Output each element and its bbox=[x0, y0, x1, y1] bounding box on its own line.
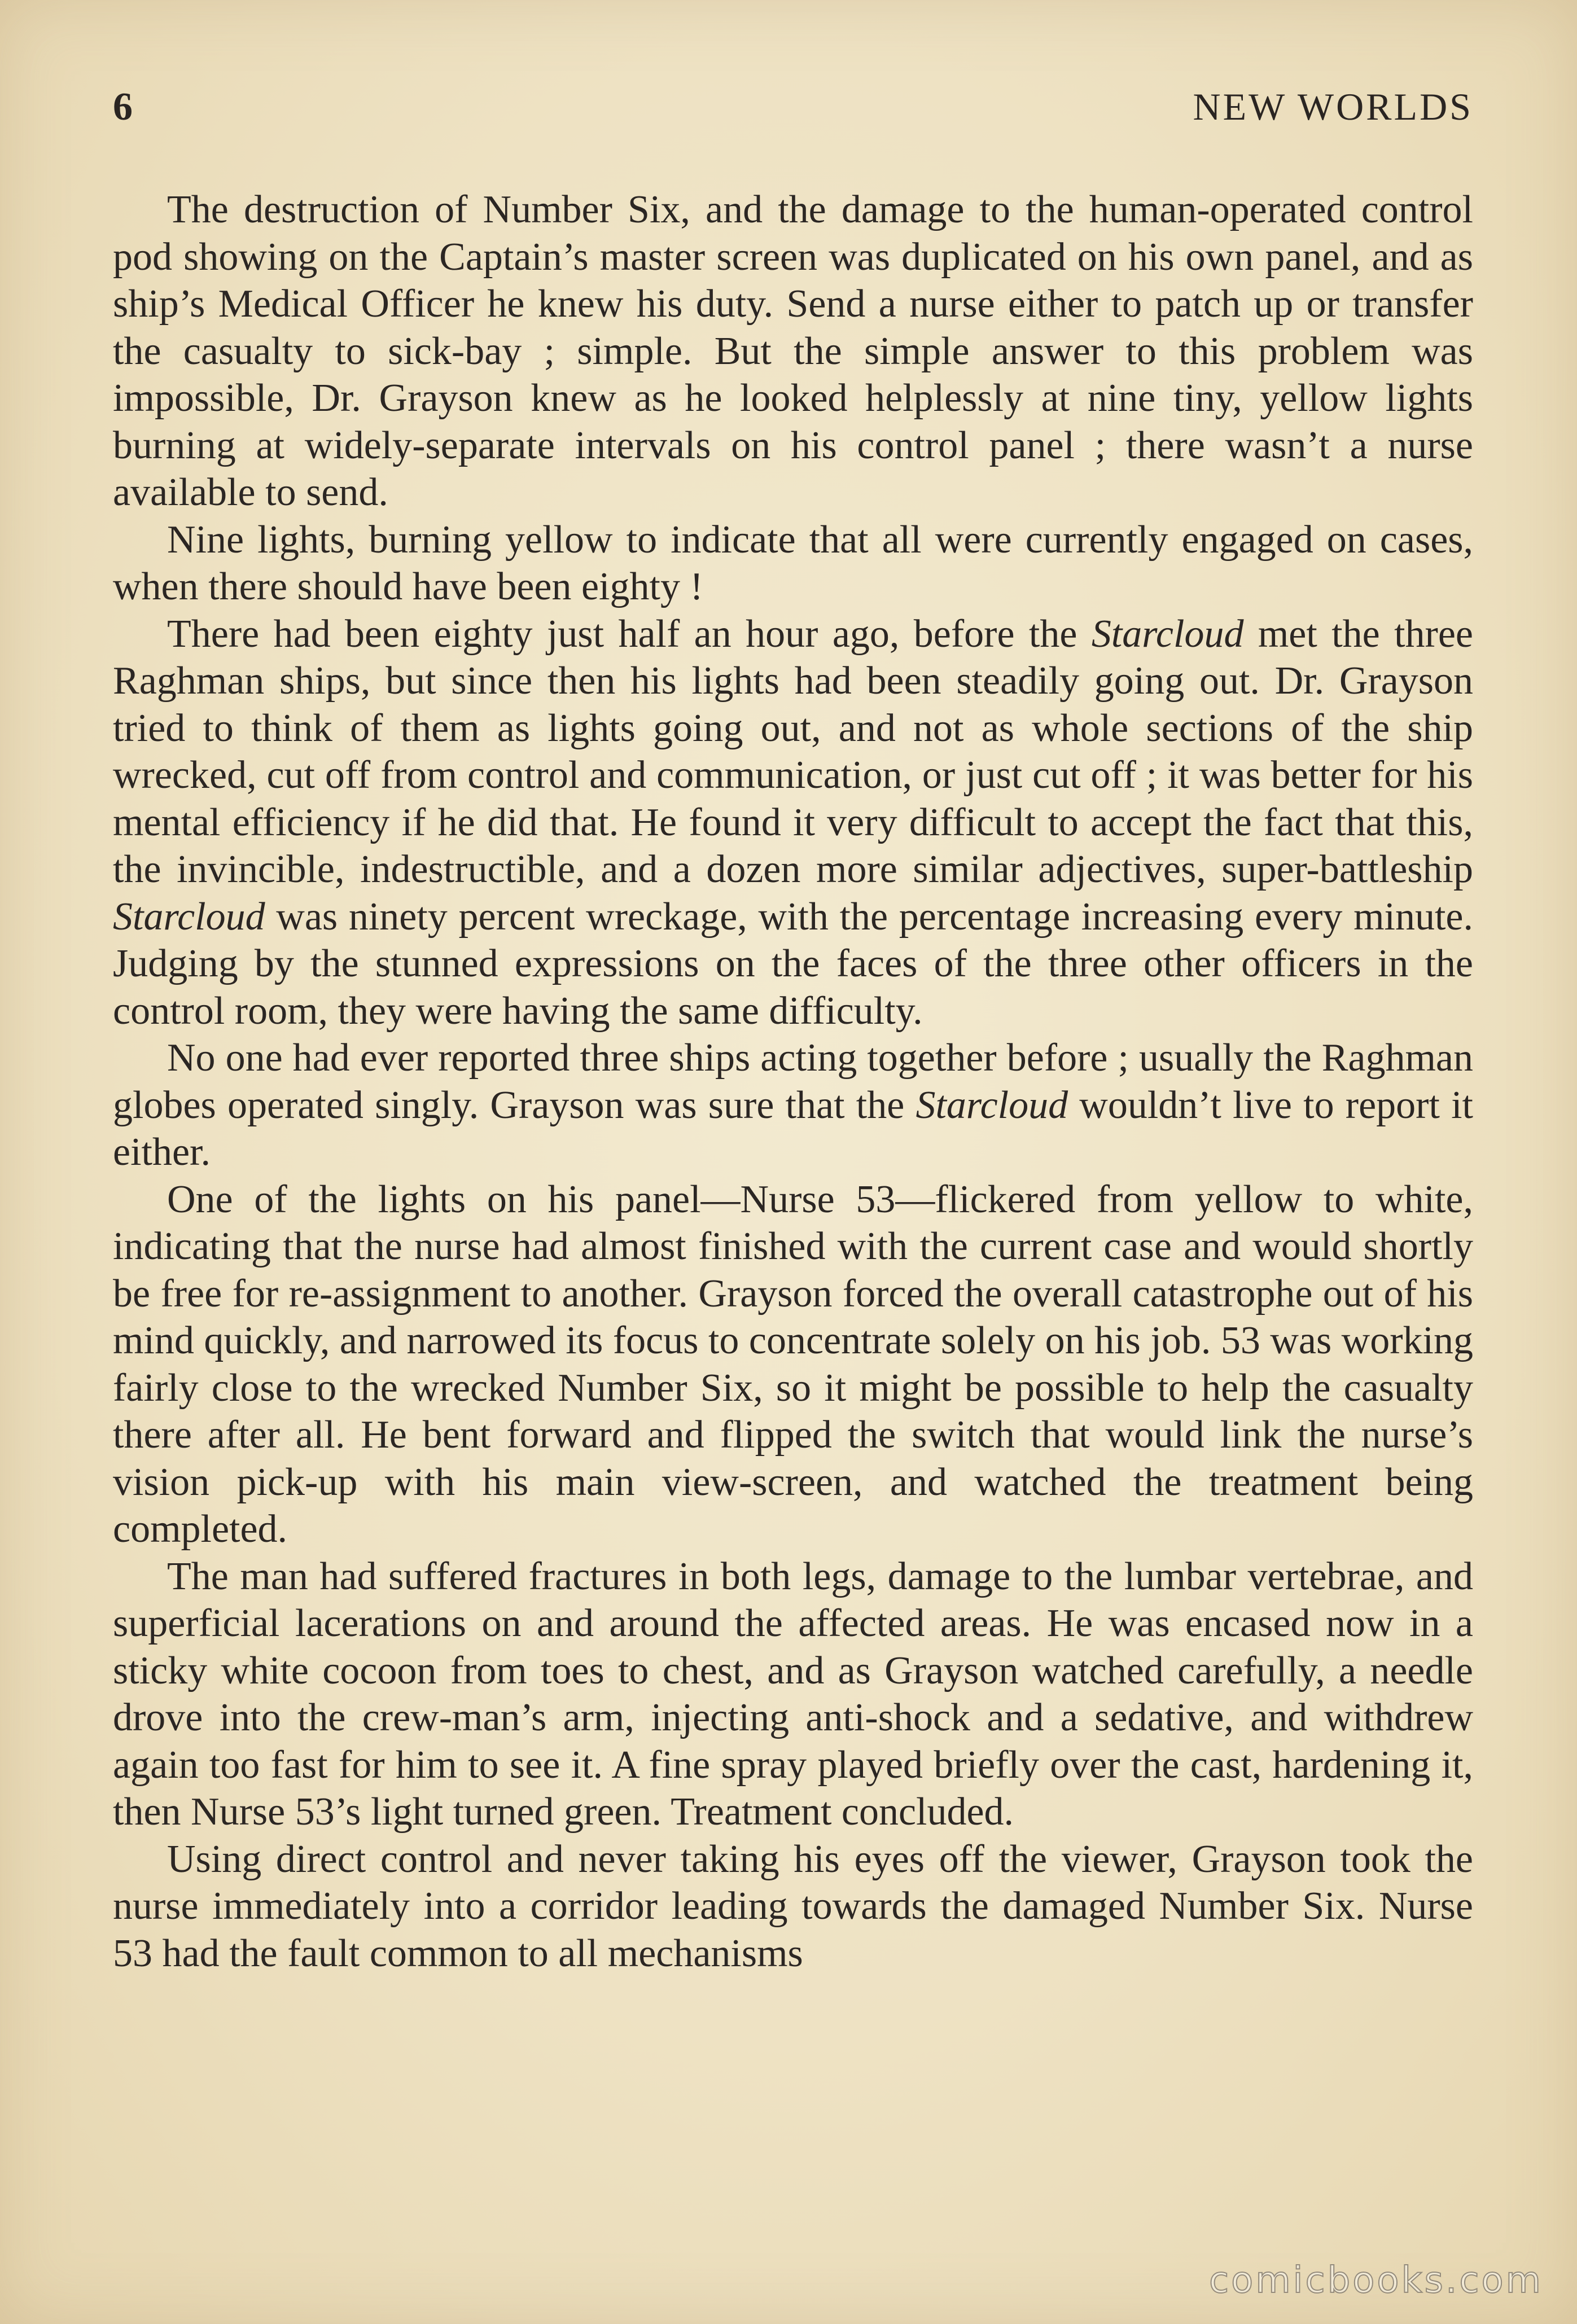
paragraph bbox=[113, 516, 1473, 611]
paragraph bbox=[113, 1034, 1473, 1176]
page-number: 6 bbox=[113, 85, 133, 129]
italic-ship-name: Starcloud bbox=[915, 1083, 1068, 1127]
paragraph-text: One of the lights on his panel—Nurse 53—flickered from yellow to white, indicating that the nurse had almost finished with the current case and would shortly be free for re-assignment to another. Grayson forced the overall catastrophe out of his mind quickly, and narrowed its focus to concentrate solely on his job. 53 was working fairly close to the wrecked Number Six, so it might be possible to help the casualty there after all. He bent forward and flipped the switch that would link the nurse’s vision pick-up with his main view-screen, and watched the treatment being completed. bbox=[113, 1177, 1473, 1551]
paragraph-text: Using direct control and never taking his eyes off the viewer, Grayson took the nurse immediately into a corridor leading towards the damaged Number Six. Nurse 53 had the fault common to all mechanisms bbox=[113, 1837, 1473, 1975]
paragraph bbox=[113, 1836, 1473, 1977]
paragraph-text: met the three Raghman ships, but since then his lights had been steadily going out. Dr. Grayson tried to think of them as lights going out, and not as whole sections of the ship wrecked, cut off from control and communication, or just cut off ; it was better for his mental efficiency if he did that. He found it very difficult to accept the fact that this, the invincible, indestructible, and a dozen more similar adjectives, super-battleship bbox=[113, 612, 1473, 891]
paragraph-text: There had been eighty just half an hour ago, before the bbox=[167, 612, 1092, 656]
italic-ship-name: Starcloud bbox=[1091, 612, 1244, 656]
paragraph-text: The destruction of Number Six, and the damage to the human-operated control pod showing on the Captain’s master screen was duplicated on his own panel, and as ship’s Medical Officer he knew his duty. Send a nurse either to patch up or transfer the casualty to sick-bay ; simple. But the simple answer to this problem was impossible, Dr. Grayson knew as he looked helplessly at nine tiny, yellow lights burning at widely-separate intervals on his control panel ; there wasn’t a nurse available to send. bbox=[113, 188, 1473, 514]
paragraph-text: No one had ever reported three ships acting together before ; usually the Raghman globes operated singly. Grayson was sure that the bbox=[113, 1036, 1473, 1127]
paragraph bbox=[113, 1553, 1473, 1836]
paragraph-text: was ninety percent wreckage, with the percentage increasing every minute. Judging by the stunned expressions on the faces of the three other officers in the control room, they were having the same difficulty. bbox=[113, 894, 1473, 1033]
paragraph bbox=[113, 186, 1473, 516]
page-header bbox=[113, 85, 1473, 152]
watermark: comicbooks.com bbox=[1208, 2260, 1543, 2301]
body-text bbox=[113, 186, 1473, 1977]
running-head: NEW WORLDS bbox=[1193, 85, 1473, 128]
italic-ship-name: Starcloud bbox=[113, 894, 265, 939]
paragraph bbox=[113, 1176, 1473, 1553]
paragraph-text: The man had suffered fractures in both legs, damage to the lumbar vertebrae, and superficial lacerations on and around the affected areas. He was encased now in a sticky white cocoon from toes to chest, and as Grayson watched carefully, a needle drove into the crew-man’s arm, injecting anti-shock and a sedative, and withdrew again too fast for him to see it. A fine spray played briefly over the cast, hardening it, then Nurse 53’s light turned green. Treatment concluded. bbox=[113, 1554, 1473, 1834]
paragraph bbox=[113, 611, 1473, 1035]
paragraph-text: wouldn’t live to report it either. bbox=[113, 1083, 1473, 1174]
paragraph-text: Nine lights, burning yellow to indicate that all were currently engaged on cases, when there should have been eighty ! bbox=[113, 518, 1473, 608]
